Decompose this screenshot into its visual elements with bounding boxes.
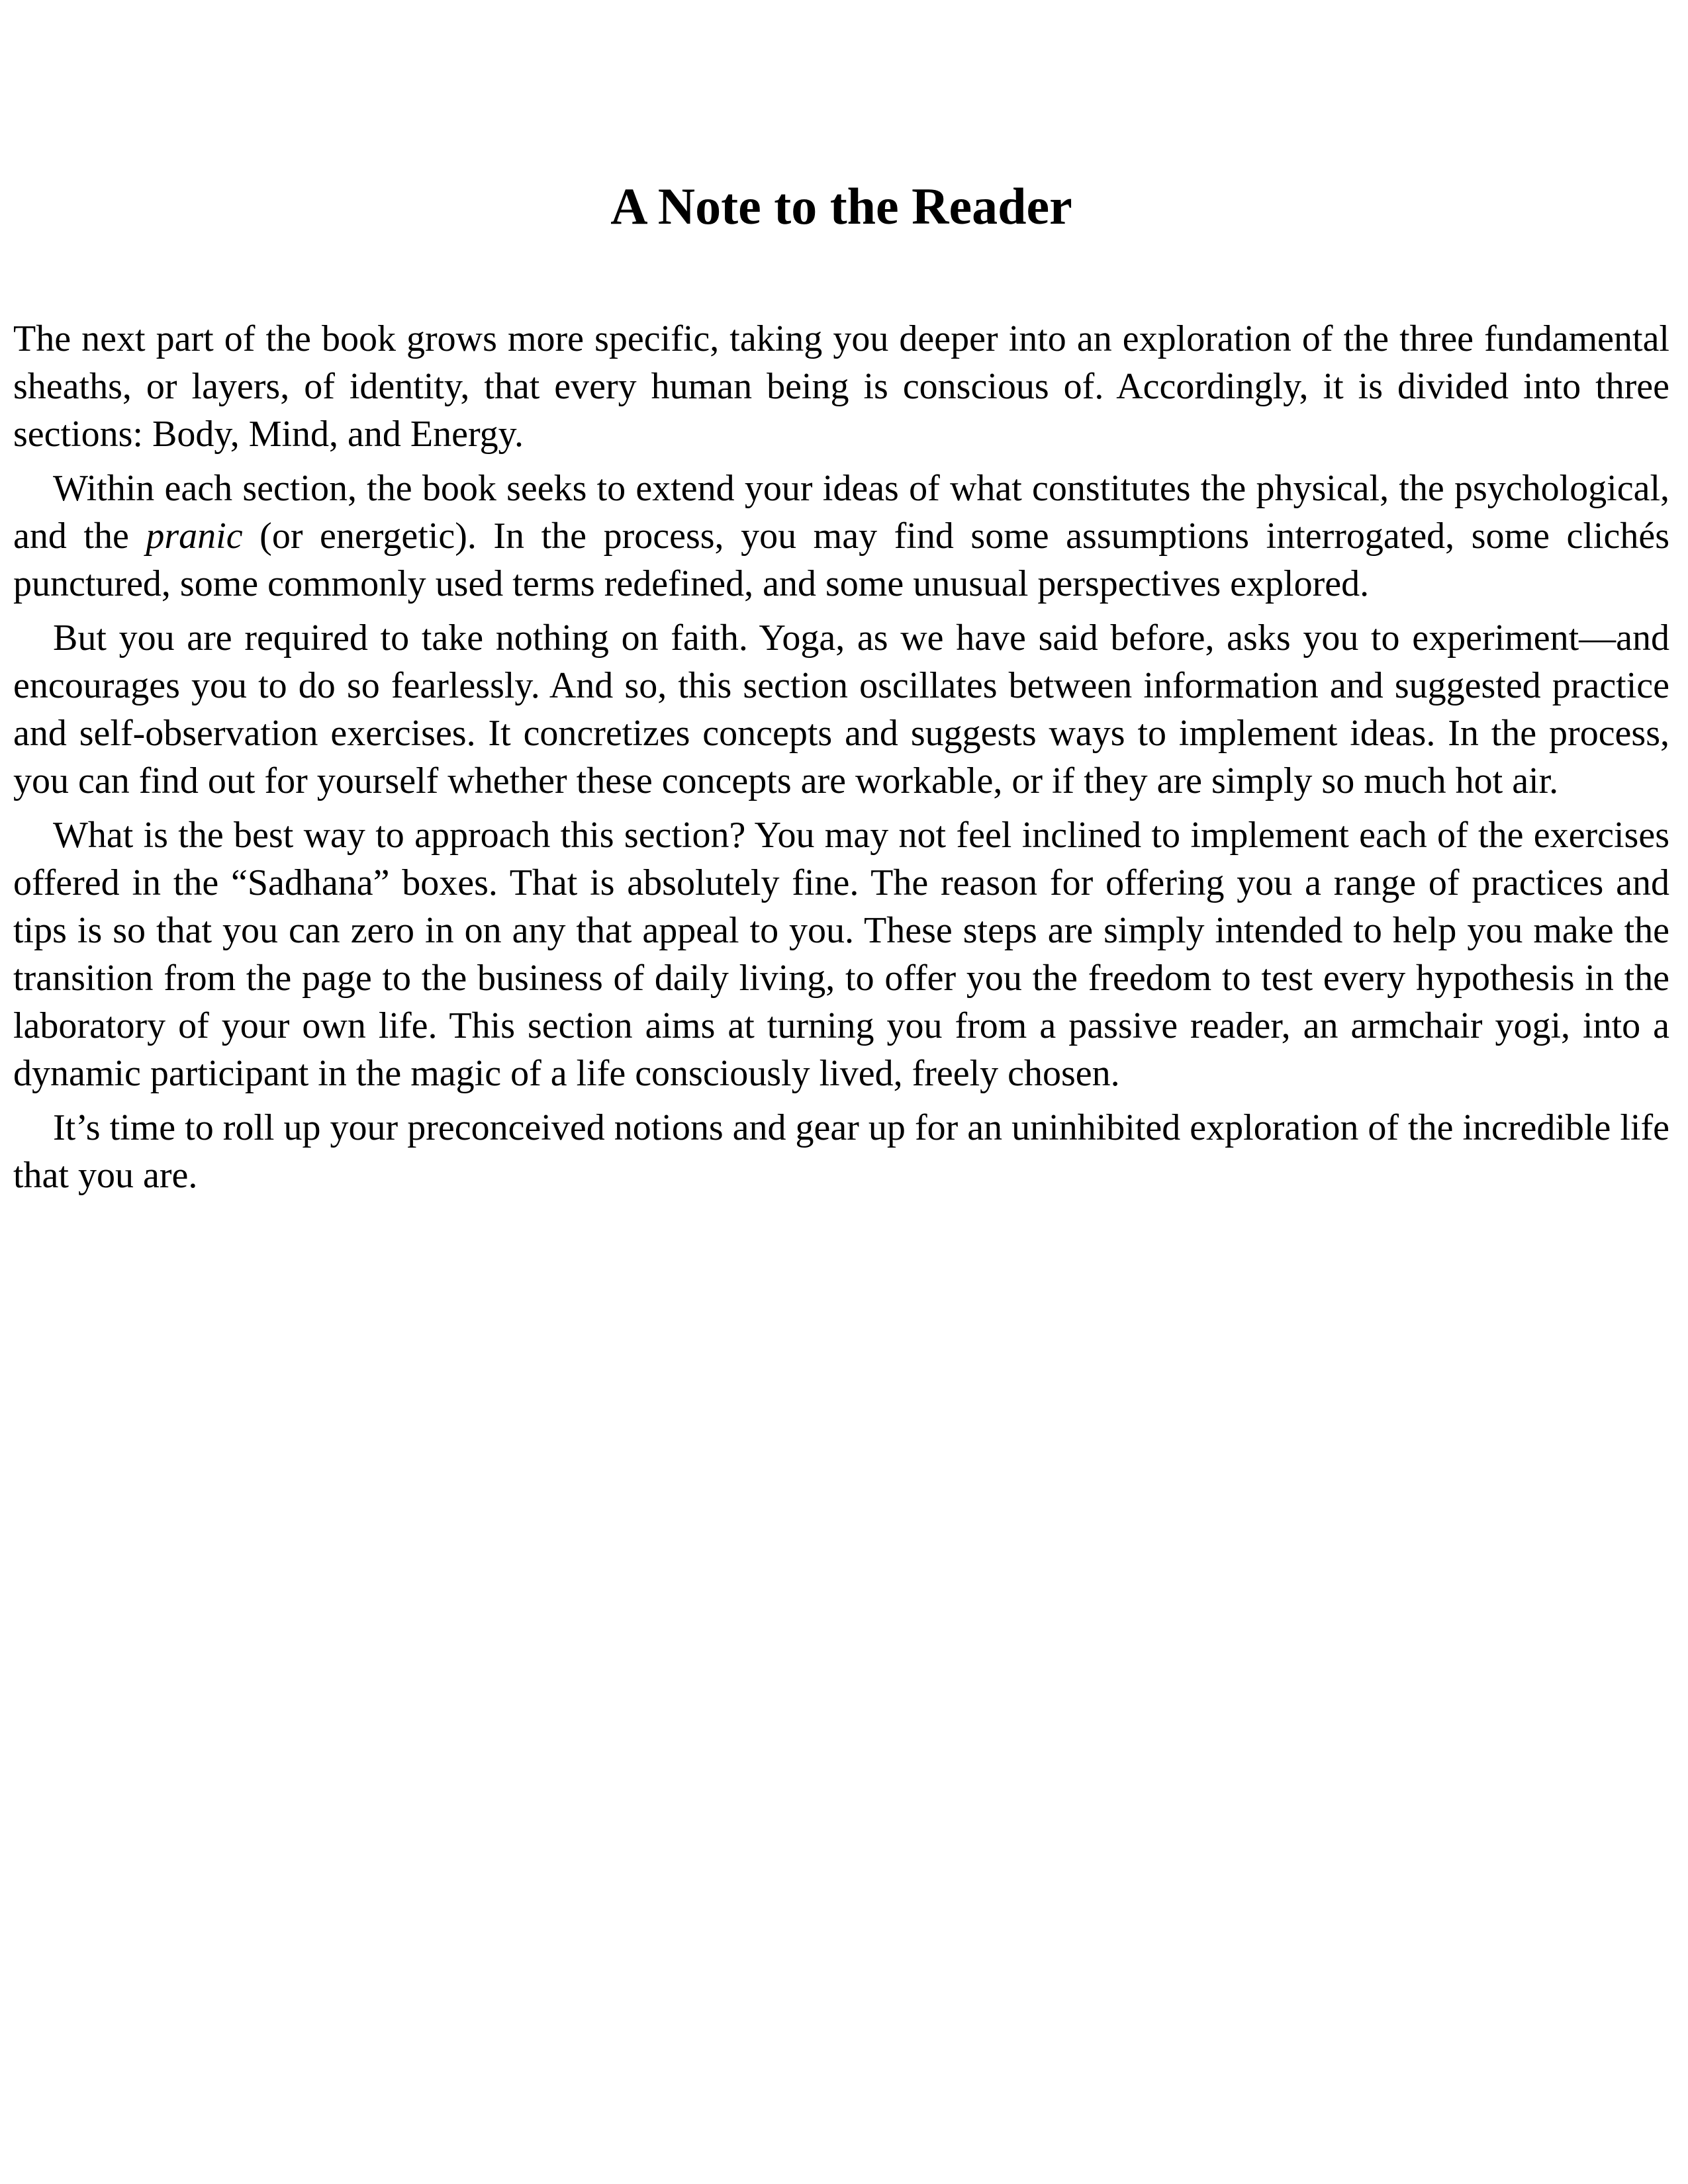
paragraph-4: What is the best way to approach this section? You may not feel inclined to implement each of the exercises offered in the “Sadhana” boxes. That is absolutely fine. The reason for offering you a range of practices and tips is so that you can zero in on any that appeal to you. These steps are simply intended to help you make the transition from the page to the business of daily living, to offer you the freedom to test every hypothesis in the laboratory of your own life. This section aims at turning you from a passive reader, an armchair yogi, into a dynamic participant in the magic of a life consciously lived, freely chosen. bbox=[13, 815, 1669, 1094]
paragraph-2-rest: (or energetic). In the process, you may find some assumptions interrogated, some clichés punctured, some commonly used terms redefined, and some unusual perspectives explored. bbox=[13, 516, 1669, 604]
paragraph-2-lead: Within each section, the book seeks to extend your ideas of what constitutes the physical, the psychological, and the bbox=[13, 468, 1669, 557]
paragraph-5: It’s time to roll up your preconceived notions and gear up for an uninhibited exploration of the incredible life that you are. bbox=[13, 1107, 1669, 1196]
paragraph-3: But you are required to take nothing on faith. Yoga, as we have said before, asks you to experiment—and encourages you to do so fearlessly. And so, this section oscillates between information and suggested practice and self-observation exercises. It concretizes concepts and suggests ways to implement ideas. In the process, you can find out for yourself whether these concepts are workable, or if they are simply so much hot air. bbox=[13, 617, 1669, 801]
pranic-emphasis: pranic bbox=[146, 516, 243, 557]
paragraph-1: The next part of the book grows more specific, taking you deeper into an exploration of the three fundamental sheaths, or layers, of identity, that every human being is conscious of. Accordingly, it is divided into three sections: Body, Mind, and Energy. bbox=[13, 318, 1669, 455]
body-text bbox=[13, 315, 1669, 1206]
page-title: A Note to the Reader bbox=[610, 177, 1072, 235]
book-page bbox=[13, 0, 1669, 2184]
paragraph-2 bbox=[13, 465, 1669, 608]
